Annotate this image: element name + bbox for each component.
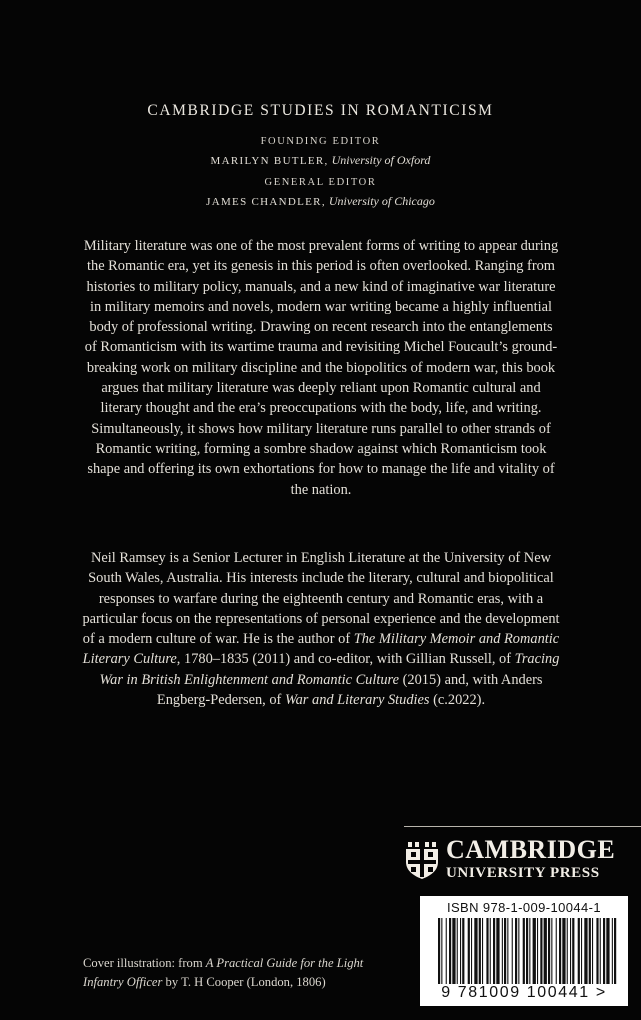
bio-text-3: (2015) and, with Anders Engberg-Pedersen, of <box>156 671 543 709</box>
barcode-bars-icon <box>434 918 620 984</box>
book-blurb: Military literature was one of the most prevalent forms of writing to appear during the Romantic era, yet its genesis in this period is often overlooked. Ranging from histories to military policy, manuals, and a new kind of imaginative war literature in military memoirs and novels, modern war writing became a highly influential body of professional writing. Drawing on recent research into the entanglements of Romanticism with its wartime trauma and revisiting Michel Foucault’s ground-breaking work on military discipline and the biopolitics of modern war, this book argues that military literature was deeply reliant upon Romantic cultural and literary thought and the era’s preoccupations with the body, life, and writing. Simultaneously, it shows how military literature runs parallel to other strands of Romantic writing, forming a sombre shadow against which Romanticism took shape and offering its own exhortations for how to manage the life and vitality of the nation. <box>83 238 559 498</box>
bio-title-3: War and Literary Studies <box>284 692 430 709</box>
cover-credit-title: A Practical Guide for the Light Infantry Officer <box>83 956 364 989</box>
bio-text-2: , 1780–1835 (2011) and co-editor, with Gillian Russell, of <box>176 651 515 668</box>
barcode <box>420 896 628 1006</box>
author-bio <box>82 548 560 710</box>
cambridge-shield-icon <box>404 838 440 880</box>
founding-editor-name: MARILYN BUTLER, <box>210 155 329 167</box>
bio-title-1: The Military Memoir and Romantic Literary Culture <box>82 631 560 668</box>
founding-editor-affiliation: University of Oxford <box>331 153 431 167</box>
general-editor-label: GENERAL EDITOR <box>264 177 377 188</box>
bio-text-1: Neil Ramsey is a Senior Lecturer in English Literature at the University of New South Wales, Australia. His interests include the literary, cultural and biopolitical responses to warfare during the eighteenth century and Romantic eras, with a particular focus on the representations of personal experience and the development of a modern culture of war. He is the author of <box>82 550 560 648</box>
isbn-label: ISBN 978-1-009-10044-1 <box>446 900 602 915</box>
founding-editor <box>0 153 641 168</box>
founding-editor-label: FOUNDING EDITOR <box>260 136 381 147</box>
series-title: CAMBRIDGE STUDIES IN ROMANTICISM <box>147 102 494 119</box>
general-editor-name: JAMES CHANDLER, <box>206 196 326 208</box>
barcode-digits: 9 781009 100441 > <box>441 984 607 1001</box>
cover-credit-suffix: by T. H Cooper (London, 1806) <box>162 974 326 989</box>
cover-credit-prefix: Cover illustration: from <box>83 956 206 970</box>
bio-text-4: (c.2022). <box>429 692 486 709</box>
bio-title-2: Tracing War in British Enlightenment and Romantic Culture <box>99 651 560 688</box>
publisher-logo <box>446 836 615 882</box>
publisher-subname: UNIVERSITY PRESS <box>446 865 600 881</box>
general-editor-affiliation: University of Chicago <box>328 194 435 208</box>
general-editor <box>0 194 641 209</box>
publisher-name: CAMBRIDGE <box>446 835 616 864</box>
publisher-rule <box>404 826 641 827</box>
cover-illustration-credit <box>83 954 403 991</box>
